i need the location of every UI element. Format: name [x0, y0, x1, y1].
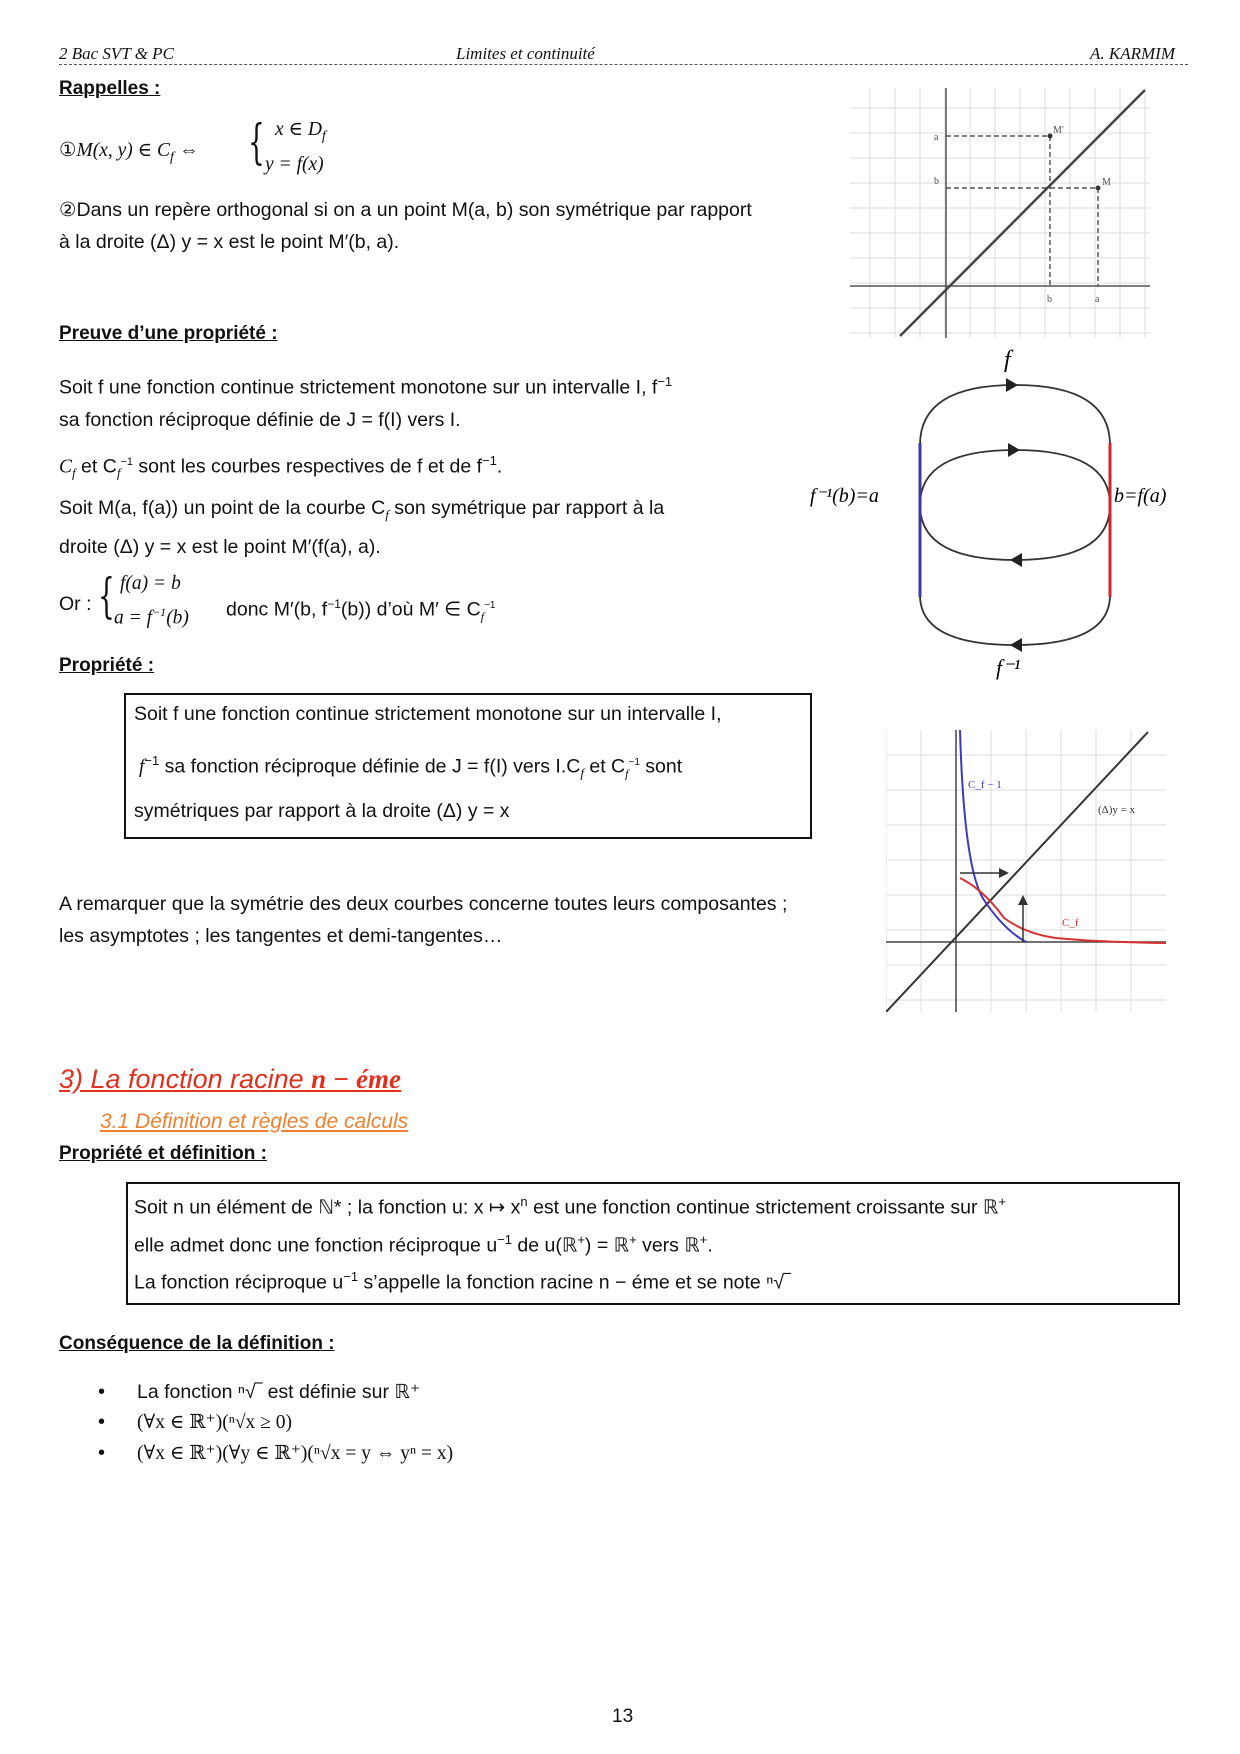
prop-line2-sup2: −1 — [628, 757, 640, 768]
fig2-label-bottom: f⁻¹ — [996, 655, 1021, 680]
p2-end: sont les courbes respectives de f et de f — [133, 455, 483, 478]
or-conclusion — [226, 588, 495, 632]
def-line2-sup: −1 — [497, 1231, 512, 1247]
rappel-marker-1: ① — [59, 139, 77, 161]
arc-top-outer — [920, 385, 1110, 445]
rappel-2-line2: à la droite (Δ) y = x est le point M′(b, a). — [59, 231, 400, 253]
p2-dot: . — [496, 455, 503, 478]
fig1-label-mprime: M′ — [1053, 125, 1065, 136]
preuve-p1-sup: −1 — [657, 374, 673, 389]
brace-2: { — [98, 568, 115, 624]
fig2-label-left: f⁻¹(b)=a — [810, 485, 879, 507]
line-y-equals-x — [900, 90, 1145, 336]
def-line2-sup2: + — [577, 1231, 585, 1247]
fig1-label-a-y: a — [934, 132, 939, 143]
p2-sup2: −1 — [120, 456, 133, 468]
fig3-label-delta: (Δ)y = x — [1098, 804, 1136, 816]
line-delta — [886, 732, 1148, 1012]
preuve-title: Preuve d’une propriété : — [59, 323, 278, 344]
propriete-box-line3: symétriques par rapport à la droite (Δ) y = x — [134, 800, 510, 822]
figure-inverse-curves — [886, 730, 1166, 1012]
arrow-bottom-inner — [1010, 553, 1022, 567]
rappel-1-lhs: M(x, y) ∈ C — [76, 140, 170, 161]
fig1-label-a-x: a — [1095, 294, 1100, 305]
rappel-1-sub: f — [169, 149, 174, 165]
list-item: • (∀x ∈ ℝ⁺)(ⁿ√x ≥ 0) — [98, 1411, 292, 1433]
rappelles-title: Rappelles : — [59, 78, 161, 99]
p2-sup3: −1 — [482, 453, 497, 468]
or-conclusion-a: donc M′(b, f — [226, 598, 328, 621]
arrow-top-inner — [1008, 443, 1020, 457]
rappel-1-line1: x ∈ D — [275, 119, 322, 140]
arc-bottom-outer — [920, 595, 1110, 645]
fig2-label-right: b=f(a) — [1114, 485, 1167, 507]
rappel-1-line1-sub: f — [321, 128, 326, 144]
figure-symmetry-point — [850, 88, 1150, 338]
def-line2-b: de u(ℝ — [512, 1234, 578, 1256]
equiv-symbol: ⇔ — [179, 139, 199, 161]
def-line2-c: ) = ℝ — [584, 1234, 630, 1256]
or-sub: f — [480, 609, 485, 624]
or-line1: f(a) = b — [120, 573, 181, 594]
or-line2: a = f — [114, 607, 153, 629]
or-system — [114, 570, 189, 633]
rappel-2-line1: Dans un repère orthogonal si on a un point M(a, b) son symétrique par rapport — [76, 199, 752, 221]
preuve-paragraph-1 — [59, 366, 672, 436]
prop-line2-sub: f — [580, 765, 584, 781]
def-line1-b: est une fonction continue strictement croissante sur ℝ — [527, 1196, 999, 1219]
fig3-label-cf1: C_f − 1 — [968, 779, 1002, 791]
consequence-1: La fonction ⁿ√‾ est définie sur ℝ⁺ — [137, 1381, 421, 1403]
arrow-bottom-outer — [1010, 638, 1022, 652]
list-item: • (∀x ∈ ℝ⁺)(∀y ∈ ℝ⁺)(ⁿ√x = y ⇔ yⁿ = x) — [98, 1442, 454, 1464]
header-center: Limites et continuité — [456, 44, 595, 63]
section-3-1-title: 3.1 Définition et règles de calculs — [100, 1110, 409, 1133]
or-label: Or : — [59, 593, 92, 615]
fig1-label-m: M — [1102, 177, 1111, 188]
nth-root-symbol: ⁿ√‾ — [766, 1271, 791, 1294]
list-item: • La fonction ⁿ√‾ est définie sur ℝ⁺ — [98, 1381, 421, 1403]
definition-box-content — [134, 1186, 1006, 1299]
or-conclusion-end: (b)) d’où M′ ∈ C — [340, 598, 481, 621]
consequence-3: (∀x ∈ ℝ⁺)(∀y ∈ ℝ⁺)(ⁿ√x = y ⇔ yⁿ = x) — [137, 1443, 454, 1464]
arc-top-inner — [920, 450, 1110, 505]
p2-sub2: f — [116, 465, 121, 481]
def-line3-a: La fonction réciproque u — [134, 1271, 344, 1294]
remarque-line2: les asymptotes ; les tangentes et demi-tangentes… — [59, 925, 503, 947]
def-line2-a: elle admet donc une fonction réciproque u — [134, 1234, 498, 1256]
def-line3-b: s’appelle la fonction racine n − éme et se note — [358, 1271, 767, 1294]
propriete-title: Propriété : — [59, 655, 155, 676]
propriete-box-line1: Soit f une fonction continue strictement monotone sur un intervalle I, — [134, 703, 722, 725]
def-line1-a: Soit n un élément de ℕ* ; la fonction u: x ↦ x — [134, 1196, 521, 1219]
propriete-box-line2 — [139, 745, 682, 789]
prop-line2-sup: −1 — [144, 753, 160, 768]
preuve-p1-line2: sa fonction réciproque définie de J = f(I) vers I. — [59, 408, 461, 431]
fig1-label-b-y: b — [934, 176, 939, 187]
or-subsup: −1 — [484, 600, 496, 611]
section-3-title-b: n − éme — [311, 1064, 402, 1094]
fig3-label-cf: C_f — [1062, 917, 1079, 929]
consequence-2: (∀x ∈ ℝ⁺)(ⁿ√x ≥ 0) — [137, 1412, 292, 1433]
consequence-title: Conséquence de la définition : — [59, 1333, 335, 1354]
def-line1-sup: n — [520, 1194, 528, 1209]
remarque — [59, 888, 787, 952]
figure-bijection-diagram — [810, 345, 1190, 685]
curve-cf-inverse — [960, 730, 1026, 942]
arc-bottom-inner — [920, 505, 1110, 560]
or-conclusion-sup: −1 — [327, 597, 341, 611]
p3-line1: Soit M(a, f(a)) un point de la courbe C — [59, 497, 386, 519]
section-3-title-a: 3) La fonction racine — [59, 1064, 312, 1094]
or-line2-sup: −1 — [152, 605, 167, 619]
fig2-label-top: f — [1004, 347, 1011, 373]
prop-line2-a: f — [139, 756, 145, 778]
rappel-1-line2: y = f(x) — [265, 153, 324, 175]
prop-line2-d: sont — [639, 755, 683, 778]
preuve-p1-line1: Soit f une fonction continue strictement monotone sur un intervalle I, f — [59, 376, 658, 399]
remarque-line1: A remarquer que la symétrie des deux courbes concerne toutes leurs composantes ; — [59, 893, 788, 915]
p3-line2: droite (Δ) y = x est le point M′(f(a), a). — [59, 535, 381, 558]
header-left: 2 Bac SVT & PC — [59, 44, 174, 63]
def-line2-sup3: + — [629, 1231, 637, 1247]
consequence-list — [98, 1377, 453, 1469]
arrow-top-outer — [1006, 378, 1018, 392]
or-line2-end: (b) — [166, 607, 189, 629]
page-number: 13 — [612, 1706, 634, 1727]
rappel-1-system — [265, 116, 326, 179]
p2-sub: f — [72, 465, 76, 481]
prop-line2-c: et C — [583, 755, 626, 778]
prop-line2-b: sa fonction réciproque définie de J = f(I) vers I.C — [159, 755, 581, 778]
p3-sub: f — [385, 506, 389, 522]
header-right: A. KARMIM — [1090, 44, 1175, 63]
p3-line1-end: son symétrique par rapport à la — [388, 497, 665, 519]
prop-line2-sub2: f — [625, 766, 629, 781]
header-divider — [59, 64, 1188, 65]
rappel-item-1 — [59, 134, 199, 174]
def-line2-sup4: + — [699, 1231, 708, 1247]
tangent-arrow-horizontal — [999, 868, 1009, 878]
fig1-label-b-x: b — [1047, 294, 1052, 305]
preuve-paragraph-3 — [59, 492, 664, 563]
rappel-item-2 — [59, 194, 752, 258]
prop-def-title: Propriété et définition : — [59, 1143, 267, 1164]
preuve-paragraph-2 — [59, 445, 502, 489]
def-line3-sup: −1 — [343, 1269, 359, 1284]
def-line2-e: . — [707, 1234, 713, 1256]
def-line1-sup2: + — [998, 1194, 1006, 1209]
p2-c: C — [59, 456, 73, 478]
p2-mid: et C — [75, 455, 117, 478]
def-line2-d: vers ℝ — [636, 1234, 700, 1256]
brace-1: { — [248, 114, 265, 170]
section-3-title — [59, 1064, 401, 1095]
rappel-marker-2: ② — [59, 199, 77, 221]
